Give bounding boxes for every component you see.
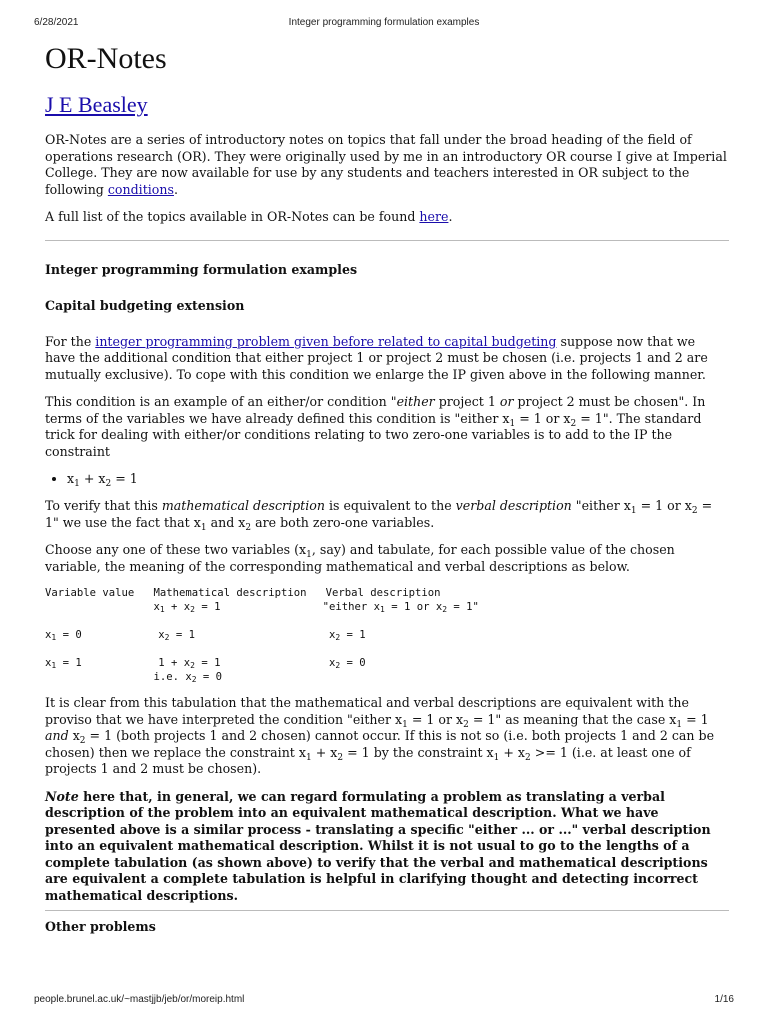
intro-paragraph: OR-Notes are a series of introductory notes on topics that fall under the broad heading of the field of operations research (OR). They were originally used by me in an introductory OR course I give at Imperial College. They are now available for use by any students and teachers interested in OR subject to the following conditions. <box>45 132 727 197</box>
other-problems-heading: Other problems <box>45 919 156 934</box>
print-date: 6/28/2021 <box>34 17 79 28</box>
either-or-paragraph: This condition is an example of an either/or condition "either project 1 or project 2 must be chosen". In terms of the variables we have already defined this condition is "either $x_1 = 1$ or $x_2 = 1$". The standard trick for dealing with either/or conditions relating to two zero-one variables is to add to the IP the constraint <box>45 394 706 459</box>
print-title: Integer programming formulation examples <box>288 17 480 28</box>
topics-paragraph: A full list of the topics available in OR-Notes can be found here. <box>45 209 453 224</box>
tabulation-table: Variable value Mathematical description Verbal description $x_1 + x_2 = 1$ "either $x_1 = 1$ or $x_2 = 1$" $x_1 = 0$ $x_2 = 1$ $x_2 = 1$ $x_1 = 1$ $1 + x_2 = 1$ $x_2 = 0$ i.e. $x_2 = 0$ <box>45 587 479 684</box>
article-heading: Integer programming formulation examples <box>45 261 358 277</box>
conditions-link[interactable]: conditions <box>107 181 174 197</box>
print-footer <box>34 994 734 1008</box>
print-url: people.brunel.ac.uk/~mastjjb/jeb/or/moreip.html <box>34 994 245 1005</box>
capital-budgeting-link[interactable]: integer programming problem given before related to capital budgeting <box>95 333 557 349</box>
print-page-number: 1/16 <box>714 994 734 1005</box>
section-heading: Capital budgeting extension <box>45 297 245 313</box>
print-header <box>34 17 734 31</box>
verify-paragraph: To verify that this mathematical description is equivalent to the verbal description "either $x_1 = 1$ or $x_2 = 1$" we use the fact that $x_1$ and $x_2$ are both zero-one variables. <box>45 498 713 533</box>
here-link[interactable]: here <box>419 209 449 224</box>
constraint-item: • $x_1 + x_2 = 1$ <box>67 471 729 487</box>
constraint-list <box>45 471 729 487</box>
note-paragraph: Note here that, in general, we can regard formulating a problem as translating a verbal description of the problem into an equivalent mathematical description. What we have presented above is a similar process - translating a specific "either ... or ..." verbal description into an equivalent mathematical description. Whilst it is not usual to go to the lengths of a complete tabulation (as shown above) to verify that the verbal and mathematical descriptions are equivalent a complete tabulation is helpful in clarifying thought and detecting incorrect mathematical descriptions. <box>45 788 711 903</box>
author-heading <box>45 92 729 118</box>
proviso-paragraph: It is clear from this tabulation that the mathematical and verbal descriptions are equivalent with the proviso that we have interpreted the condition "either $x_1 = 1$ or $x_2 = 1$" as meaning that the case $x_1 = 1$ and $x_2 = 1$ (both projects 1 and 2 chosen) cannot occur. If this is not so (i.e. both projects 1 and 2 can be chosen) then we replace the constraint $x_1 + x_2 = 1$ by the constraint $x_1 + x_2 >= 1$ (i.e. at least one of projects 1 and 2 must be chosen). <box>45 695 715 776</box>
capital-budgeting-paragraph: For the integer programming problem given before related to capital budgeting suppose now that we have the additional condition that either project 1 or project 2 must be chosen (i.e. projects 1 and 2 are mutually exclusive). To cope with this condition we enlarge the IP given above in the following manner. <box>45 333 708 382</box>
site-title: OR-Notes <box>45 42 167 75</box>
page-content <box>45 40 729 935</box>
author-link[interactable]: J E Beasley <box>45 92 148 117</box>
tabulate-paragraph: Choose any one of these two variables ($x_1$, say) and tabulate, for each possible value of the chosen variable, the meaning of the corresponding mathematical and verbal descriptions as below. <box>45 542 675 574</box>
note-label: Note <box>45 788 79 804</box>
